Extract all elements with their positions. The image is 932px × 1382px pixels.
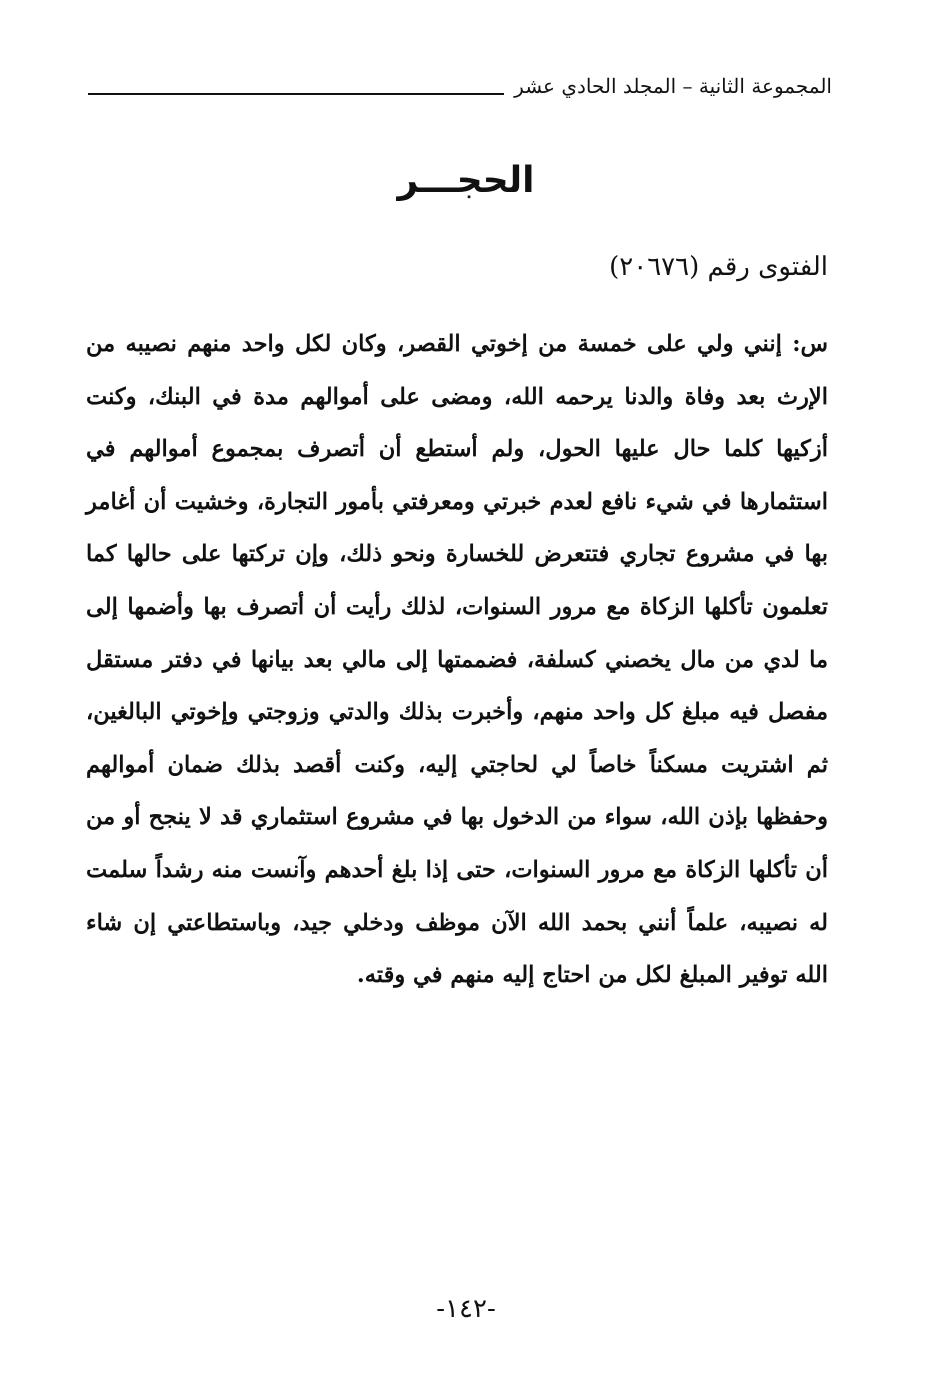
question-text: إنني ولي على خمسة من إخوتي القصر، وكان لكل واحد منهم نصيبه من الإرث بعد وفاة والدنا يرحمه الله، ومضى على أموالهم مدة في البنك، وكنت أزكيها كلما حال عليها الحول، ولم أستطع أن أتصرف بمجموع أموالهم في استثمارها في شيء نافع لعدم خبرتي ومعرفتي بأمور التجارة، وخشيت أن أغامر بها في مشروع تجاري فتتعرض للخسارة ونحو ذلك، وإن تركتها على حالها كما تعلمون تأكلها الزكاة مع مرور السنوات، لذلك رأيت أن أتصرف بها وأضمها إلى ما لدي من مال يخصني كسلفة، فضممتها إلى مالي بعد بيانها في دفتر مستقل مفصل فيه مبلغ كل واحد منهم، وأخبرت بذلك والدتي وزوجتي وإخوتي البالغين، ثم اشتريت مسكناً خاصاً لي لحاجتي إليه، وكنت أقصد بذلك ضمان أموالهم وحفظها بإذن الله، سواء من الدخول بها في مشروع استثماري قد لا ينجح أو من أن تأكلها الزكاة مع مرور السنوات، حتى إذا بلغ أحدهم وآنست منه رشداً سلمت له نصيبه، علماً أنني بحمد الله الآن موظف ودخلي جيد، وباستطاعتي إن شاء الله توفير المبلغ لكل من احتاج إليه منهم في وقته. [86, 331, 828, 989]
fatwa-number: الفتوى رقم (٢٠٦٧٦) [609, 252, 828, 282]
page-number: -١٤٢- [436, 1294, 496, 1324]
section-title: الحجـــر [397, 160, 535, 201]
running-header [88, 68, 832, 104]
header-rule [88, 93, 504, 95]
question-label: س: [792, 331, 828, 357]
running-title: المجموعة الثانية – المجلد الحادي عشر [514, 74, 832, 98]
question-paragraph [86, 318, 828, 1002]
